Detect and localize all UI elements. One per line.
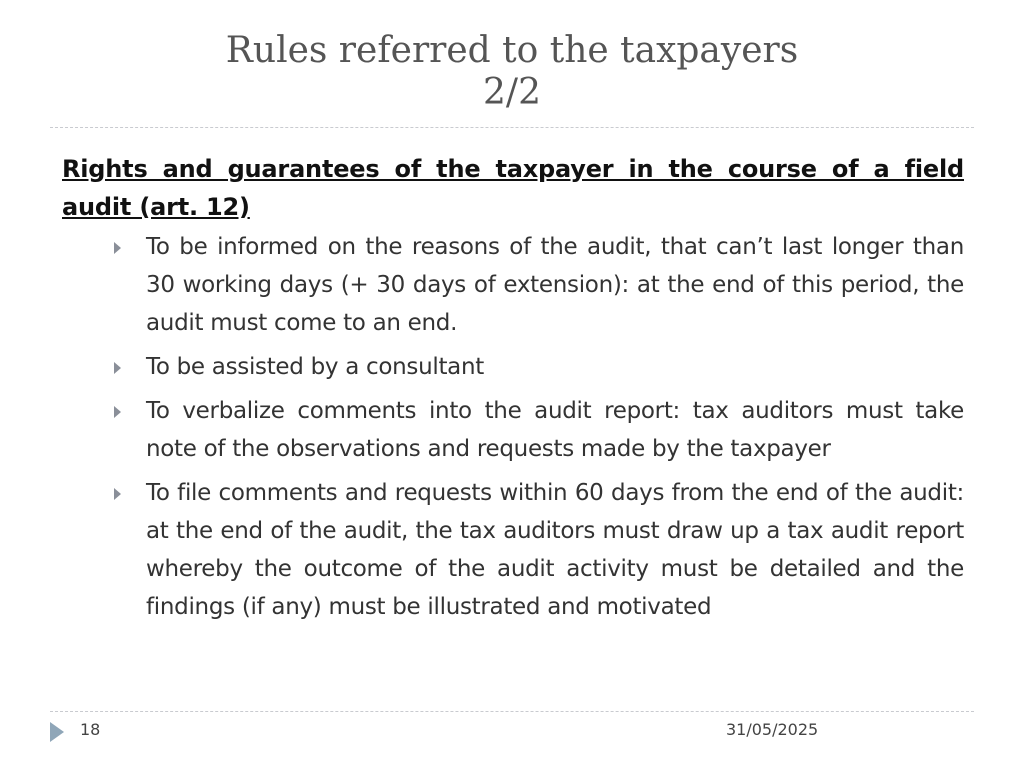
triangle-bullet-icon	[114, 406, 121, 418]
slide-date: 31/05/2025	[726, 720, 819, 739]
triangle-bullet-icon	[114, 488, 121, 500]
slide-title-line-1: Rules referred to the taxpayers	[225, 30, 799, 71]
section-heading: Rights and guarantees of the taxpayer in the course of a field audit (art. 12)	[62, 155, 964, 221]
bottom-divider	[50, 711, 974, 712]
slide-title	[0, 30, 1024, 114]
list-item	[62, 228, 964, 342]
triangle-bullet-icon	[114, 242, 121, 254]
bullet-text: To be informed on the reasons of the audit, that can’t last longer than 30 working days (+ 30 days of extension): at the end of this period, the audit must come to an end.	[146, 234, 964, 336]
list-item	[62, 392, 964, 468]
top-divider	[50, 127, 974, 128]
triangle-bullet-icon	[114, 362, 121, 374]
bullet-text: To verbalize comments into the audit report: tax auditors must take note of the observations and requests made by the taxpayer	[146, 398, 964, 462]
bullet-text: To be assisted by a consultant	[146, 354, 484, 380]
triangle-arrow-icon	[50, 722, 64, 742]
slide-content	[62, 150, 964, 632]
list-item	[62, 474, 964, 626]
bullet-text: To file comments and requests within 60 days from the end of the audit: at the end of the audit, the tax auditors must draw up a tax audit report whereby the outcome of the audit activity must be detailed and the findings (if any) must be illustrated and motivated	[146, 480, 964, 620]
slide-title-line-2: 2/2	[483, 72, 541, 113]
list-item	[62, 348, 964, 386]
bullet-list	[62, 228, 964, 626]
page-number: 18	[80, 720, 101, 739]
